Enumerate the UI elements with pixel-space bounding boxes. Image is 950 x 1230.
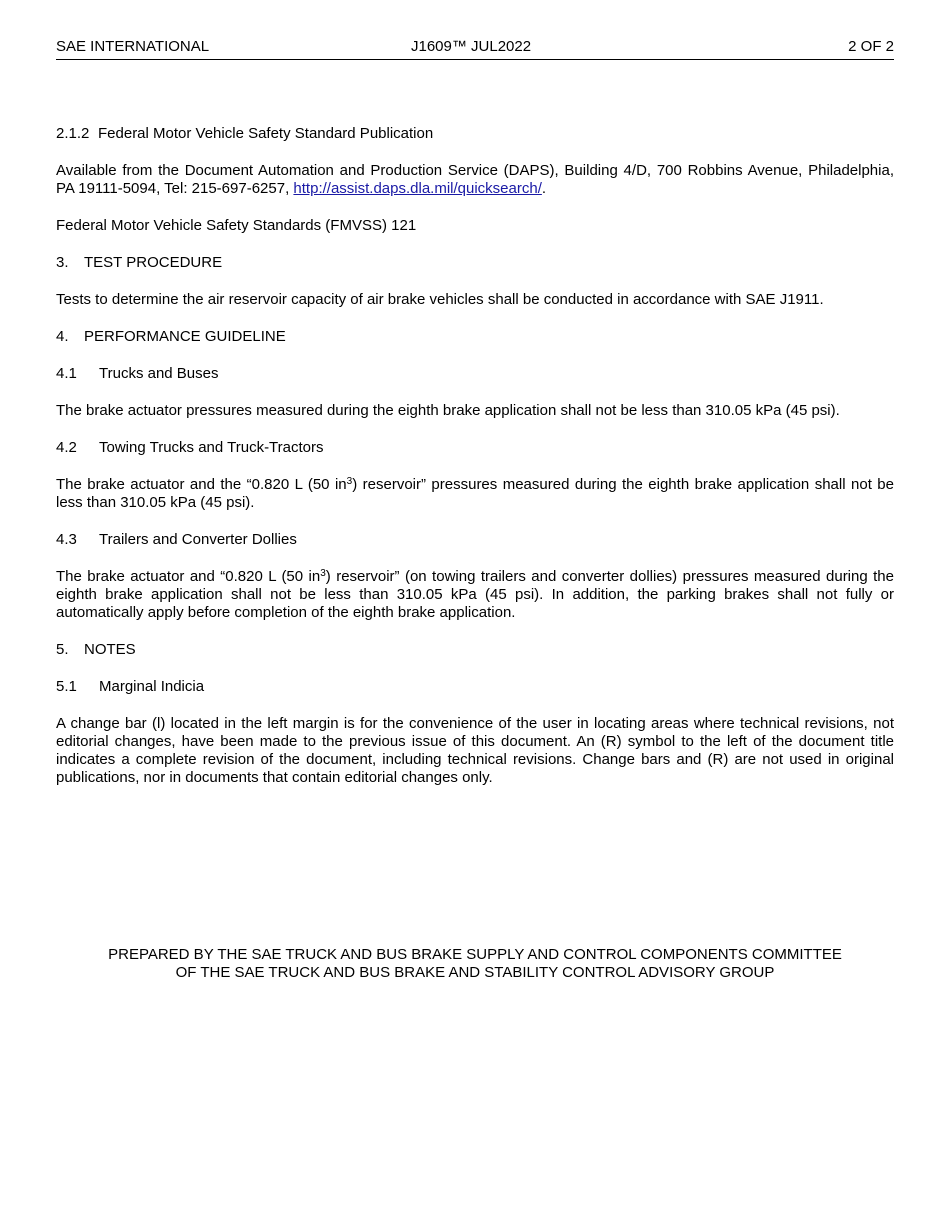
section-title: PERFORMANCE GUIDELINE <box>84 328 286 345</box>
section-number: 4. <box>56 328 69 345</box>
section-4-3-paragraph <box>56 568 894 622</box>
section-title: Trailers and Converter Dollies <box>99 531 297 548</box>
footer-line-2: OF THE SAE TRUCK AND BUS BRAKE AND STABILITY CONTROL ADVISORY GROUP <box>175 964 775 981</box>
section-number: 3. <box>56 254 69 271</box>
paragraph-end: . <box>541 180 547 197</box>
header-document-id: J1609™ JUL2022 <box>411 38 532 55</box>
section-5-1-paragraph: A change bar (l) located in the left margin is for the convenience of the user in locating areas where technical revisions, not editorial changes, have been made to the previous issue of this document. An (R) symbol to the left of the document title indicates a complete revision of the document, including technical revisions. Change bars and (R) are not used in original publications, nor in documents that contain editorial changes only. <box>56 715 894 786</box>
footer-line-1: PREPARED BY THE SAE TRUCK AND BUS BRAKE SUPPLY AND CONTROL COMPONENTS COMMITTEE <box>108 946 842 963</box>
section-5-heading <box>56 641 894 659</box>
section-4-3-heading <box>56 531 894 549</box>
section-title: Marginal Indicia <box>99 678 205 695</box>
section-5-1-heading <box>56 678 894 696</box>
header-organization: SAE INTERNATIONAL <box>56 38 210 55</box>
section-3-paragraph: Tests to determine the air reservoir capacity of air brake vehicles shall be conducted in accordance with SAE J1911. <box>56 291 824 308</box>
fmvss-standard-reference: Federal Motor Vehicle Safety Standards (FMVSS) 121 <box>56 217 417 234</box>
section-4-2-heading <box>56 439 894 457</box>
section-number: 4.1 <box>56 365 77 382</box>
daps-quicksearch-link[interactable]: http://assist.daps.dla.mil/quicksearch/ <box>293 180 542 197</box>
section-number: 5.1 <box>56 678 77 695</box>
section-4-1-paragraph: The brake actuator pressures measured during the eighth brake application shall not be less than 310.05 kPa (45 psi). <box>56 402 840 419</box>
section-4-heading <box>56 328 894 346</box>
paragraph-text: The brake actuator and the “0.820 L (50 in <box>56 476 347 493</box>
document-body <box>56 125 894 806</box>
section-number: 5. <box>56 641 69 658</box>
section-4-1-heading <box>56 365 894 383</box>
committee-footer <box>56 946 894 982</box>
section-3-heading <box>56 254 894 272</box>
paragraph-text: ) reservoir” pressures measured during the eighth brake application shall not be less than 310.05 kPa (45 psi). <box>56 476 894 511</box>
section-number: 4.3 <box>56 531 77 548</box>
superscript: 3 <box>346 476 353 487</box>
superscript: 3 <box>320 568 326 579</box>
paragraph-text: ) reservoir” (on towing trailers and converter dollies) pressures measured during the eighth brake application shall not be less than 310.05 kPa (45 psi). In addition, the parking brakes shall not fully or automatically apply before completion of the eighth brake application. <box>56 568 894 621</box>
header-page-number: 2 OF 2 <box>848 38 894 55</box>
section-title: NOTES <box>84 641 136 658</box>
section-number: 4.2 <box>56 439 77 456</box>
section-2-1-2-paragraph <box>56 162 894 198</box>
section-number: 2.1.2 <box>56 125 90 142</box>
section-title: Towing Trucks and Truck-Tractors <box>99 439 324 456</box>
section-title: TEST PROCEDURE <box>84 254 223 271</box>
section-4-2-paragraph <box>56 476 894 512</box>
section-title: Federal Motor Vehicle Safety Standard Publication <box>98 125 434 142</box>
paragraph-text: Available from the Document Automation and Production Service (DAPS), Building 4/D, 700 Robbins Avenue, Philadelphia, PA 19111-5094, Tel: 215-697-6257, <box>56 162 894 197</box>
page-header <box>56 38 894 60</box>
paragraph-text: The brake actuator and “0.820 L (50 in <box>56 568 321 585</box>
section-title: Trucks and Buses <box>99 365 219 382</box>
section-2-1-2-heading <box>56 125 894 143</box>
